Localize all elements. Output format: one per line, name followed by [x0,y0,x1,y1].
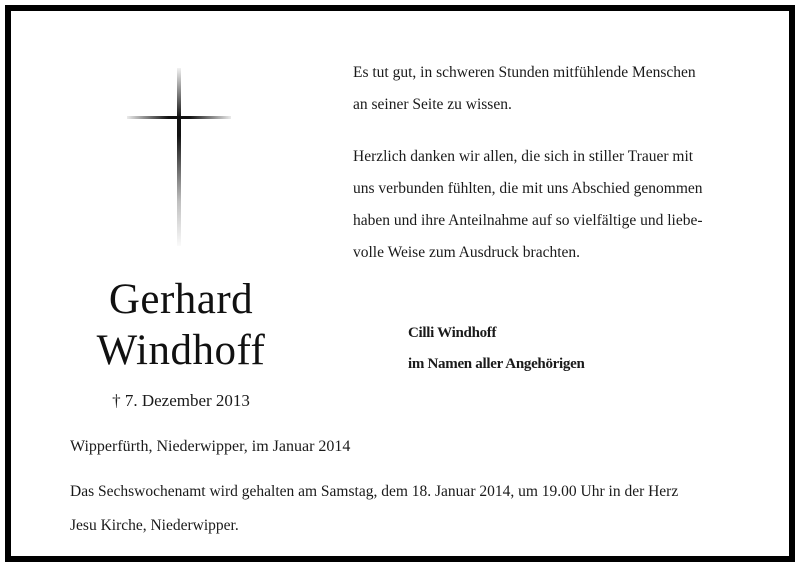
text-line: haben und ihre Anteilnahme auf so vielfältige und liebe- [353,212,703,229]
latin-cross-icon [127,68,231,248]
signature-note: im Namen aller Angehörigen [408,356,585,372]
signature-name: Cilli Windhoff [408,325,497,341]
obituary-frame [5,5,795,562]
deceased-last-name: Windhoff [96,327,266,374]
place-date: Wipperfürth, Niederwipper, im Januar 2014 [70,438,351,455]
text-line: uns verbunden fühlten, die mit uns Abschied genommen [353,180,703,197]
cross-horizontal-beam [127,116,231,119]
deceased-first-name: Gerhard [108,276,254,323]
text-line: volle Weise zum Ausdruck brachten. [353,244,581,261]
death-date: † 7. Dezember 2013 [112,391,250,410]
text-line: Es tut gut, in schweren Stunden mitfühlende Menschen [353,64,696,81]
text-line: Herzlich danken wir allen, die sich in stiller Trauer mit [353,148,694,165]
cross-vertical-beam [177,68,181,246]
gratitude-thanks [353,141,753,269]
service-notice [70,475,753,543]
text-line: an seiner Seite zu wissen. [353,96,512,113]
text-line: Jesu Kirche, Niederwipper. [70,517,239,534]
gratitude-intro [353,57,753,121]
text-line: Das Sechswochenamt wird gehalten am Samstag, dem 18. Januar 2014, um 19.00 Uhr in der Herz [70,483,679,500]
